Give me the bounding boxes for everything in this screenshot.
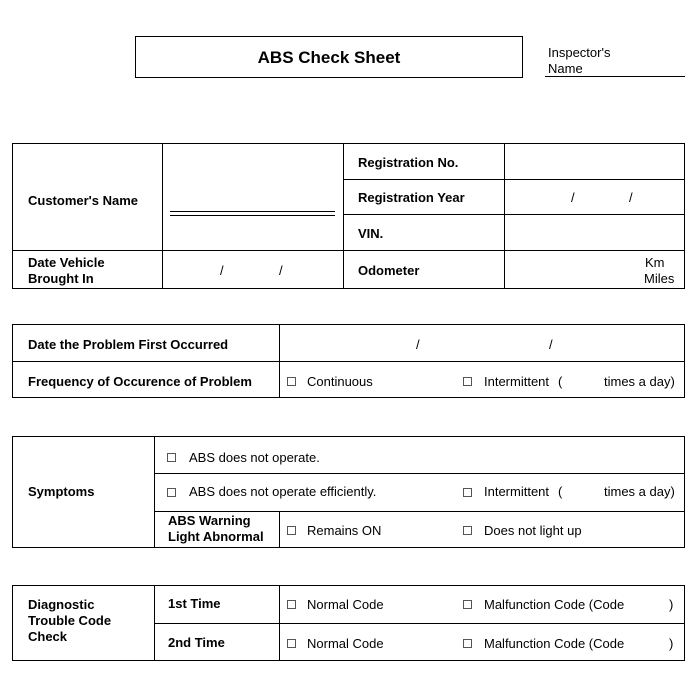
registration-year-label: Registration Year xyxy=(358,190,465,205)
odometer-km: Km xyxy=(645,255,665,270)
continuous-checkbox[interactable] xyxy=(287,377,296,386)
first-malfunction-code-label: Malfunction Code (Code xyxy=(484,597,625,612)
second-malfunction-close-paren: ) xyxy=(669,636,674,651)
remains-on-label: Remains ON xyxy=(307,523,382,538)
symptom-times-a-day-label: times a day) xyxy=(604,484,675,499)
symptom-intermittent-open-paren: ( xyxy=(558,484,563,499)
abs-not-efficient-label: ABS does not operate efficiently. xyxy=(189,484,377,499)
first-occurred-sep-1: / xyxy=(416,337,420,352)
symptom-intermittent-checkbox[interactable] xyxy=(463,488,472,497)
symptom-intermittent-label: Intermittent xyxy=(484,484,550,499)
registration-year-sep-2: / xyxy=(629,190,633,205)
first-malfunction-close-paren: ) xyxy=(669,597,674,612)
intermittent-checkbox[interactable] xyxy=(463,377,472,386)
inspector-name-label: Inspector's Name xyxy=(548,45,611,76)
first-malfunction-code-checkbox[interactable] xyxy=(463,600,472,609)
frequency-label: Frequency of Occurence of Problem xyxy=(28,374,252,389)
abs-not-efficient-checkbox[interactable] xyxy=(167,488,176,497)
odometer-label: Odometer xyxy=(358,263,420,278)
does-not-light-up-label: Does not light up xyxy=(484,523,582,538)
inspector-name-line xyxy=(545,76,685,77)
date-brought-in-label: Date Vehicle Brought In xyxy=(28,255,105,286)
first-normal-code-label: Normal Code xyxy=(307,597,384,612)
warning-light-label: ABS Warning Light Abnormal xyxy=(168,513,264,544)
continuous-label: Continuous xyxy=(307,374,373,389)
registration-year-sep-1: / xyxy=(571,190,575,205)
remains-on-checkbox[interactable] xyxy=(287,526,296,535)
second-time-label: 2nd Time xyxy=(168,635,225,650)
symptoms-label: Symptoms xyxy=(28,484,95,499)
intermittent-label: Intermittent xyxy=(484,374,550,389)
second-normal-code-label: Normal Code xyxy=(307,636,384,651)
customer-name-line xyxy=(170,211,335,212)
registration-no-field[interactable] xyxy=(510,150,680,174)
first-normal-code-checkbox[interactable] xyxy=(287,600,296,609)
first-occurred-label: Date the Problem First Occurred xyxy=(28,337,229,352)
times-a-day-label: times a day) xyxy=(604,374,675,389)
second-malfunction-code-label: Malfunction Code (Code xyxy=(484,636,625,651)
second-normal-code-checkbox[interactable] xyxy=(287,639,296,648)
first-occurred-sep-2: / xyxy=(549,337,553,352)
vin-label: VIN. xyxy=(358,226,384,241)
inspector-name-field[interactable] xyxy=(590,60,685,75)
page-title: ABS Check Sheet xyxy=(257,48,401,67)
date-brought-in-sep-1: / xyxy=(220,263,224,278)
registration-no-label: Registration No. xyxy=(358,155,459,170)
dtc-check-label: Diagnostic Trouble Code Check xyxy=(28,597,112,644)
intermittent-open-paren: ( xyxy=(558,374,563,389)
abs-not-operate-checkbox[interactable] xyxy=(167,453,176,462)
customer-name-label: Customer's Name xyxy=(28,193,139,208)
abs-not-operate-label: ABS does not operate. xyxy=(189,450,320,465)
odometer-field[interactable] xyxy=(510,258,635,282)
does-not-light-up-checkbox[interactable] xyxy=(463,526,472,535)
customer-name-field[interactable] xyxy=(170,150,335,205)
second-malfunction-code-checkbox[interactable] xyxy=(463,639,472,648)
odometer-miles: Miles xyxy=(644,271,675,286)
first-time-label: 1st Time xyxy=(168,596,221,611)
vin-field[interactable] xyxy=(510,220,680,246)
date-brought-in-sep-2: / xyxy=(279,263,283,278)
